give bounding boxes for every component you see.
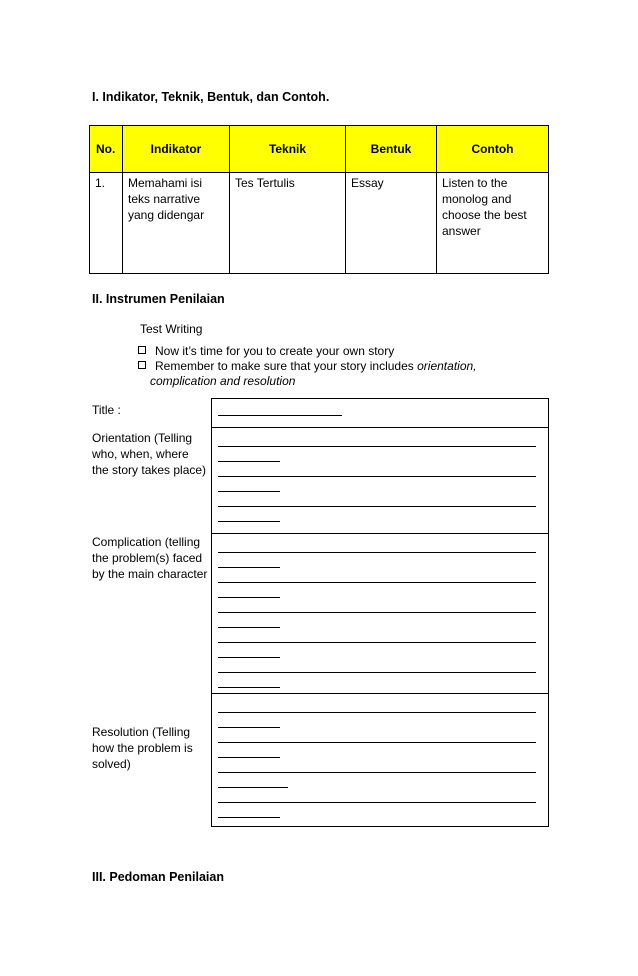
cell-contoh: Listen to the monolog and choose the best answer <box>437 173 549 274</box>
blank-line <box>218 728 536 743</box>
list-item-cont <box>138 374 477 389</box>
blank-line <box>218 658 536 673</box>
header-bentuk: Bentuk <box>346 126 437 173</box>
bullet-italic-cont: complication and resolution <box>150 374 296 388</box>
cell-bentuk: Essay <box>346 173 437 274</box>
header-teknik: Teknik <box>230 126 346 173</box>
header-no: No. <box>90 126 123 173</box>
header-contoh: Contoh <box>437 126 549 173</box>
cell-no: 1. <box>90 173 123 274</box>
section3-heading: III. Pedoman Penilaian <box>92 870 224 884</box>
test-writing-label: Test Writing <box>140 322 203 336</box>
bullet-italic: orientation, <box>417 359 477 373</box>
bullet-text: Now it’s time for you to create your own story <box>155 344 395 358</box>
blank-line <box>218 403 342 416</box>
complication-label: Complication (telling the problem(s) faced by the main character <box>92 535 208 581</box>
blank-line <box>218 553 280 568</box>
blank-line <box>218 462 536 477</box>
blank-line <box>218 628 536 643</box>
resolution-box[interactable] <box>211 693 549 827</box>
blank-line <box>218 507 280 522</box>
blank-line <box>218 432 536 447</box>
instruction-list <box>138 344 477 389</box>
blank-line <box>218 698 536 713</box>
table-row <box>90 173 549 274</box>
blank-line <box>218 538 536 553</box>
blank-line <box>218 568 536 583</box>
blank-line <box>218 788 536 803</box>
section1-heading: I. Indikator, Teknik, Bentuk, dan Contoh. <box>92 90 330 104</box>
cell-indikator: Memahami isi teks narrative yang didengar <box>123 173 230 274</box>
complication-box[interactable] <box>211 533 549 694</box>
resolution-label: Resolution (Telling how the problem is solved) <box>92 725 193 771</box>
blank-line <box>218 643 280 658</box>
orientation-label: Orientation (Telling who, when, where the story takes place) <box>92 431 207 477</box>
blank-line <box>218 477 280 492</box>
list-item <box>138 359 477 374</box>
blank-line <box>218 713 280 728</box>
blank-line <box>218 598 536 613</box>
blank-line <box>218 583 280 598</box>
blank-line <box>218 803 280 818</box>
blank-line <box>218 773 288 788</box>
indicator-table <box>89 125 549 274</box>
blank-line <box>218 743 280 758</box>
blank-line <box>218 492 536 507</box>
header-indikator: Indikator <box>123 126 230 173</box>
table-header-row <box>90 126 549 173</box>
blank-line <box>218 673 280 688</box>
list-item <box>138 344 477 359</box>
blank-line <box>218 613 280 628</box>
square-bullet-icon <box>138 346 146 354</box>
cell-teknik: Tes Tertulis <box>230 173 346 274</box>
title-label: Title : <box>92 403 121 417</box>
orientation-box[interactable] <box>211 427 549 534</box>
bullet-text: Remember to make sure that your story includes <box>155 359 414 373</box>
square-bullet-icon <box>138 361 146 369</box>
section2-heading: II. Instrumen Penilaian <box>92 292 225 306</box>
blank-line <box>218 447 280 462</box>
title-box[interactable] <box>211 398 549 428</box>
blank-line <box>218 758 536 773</box>
